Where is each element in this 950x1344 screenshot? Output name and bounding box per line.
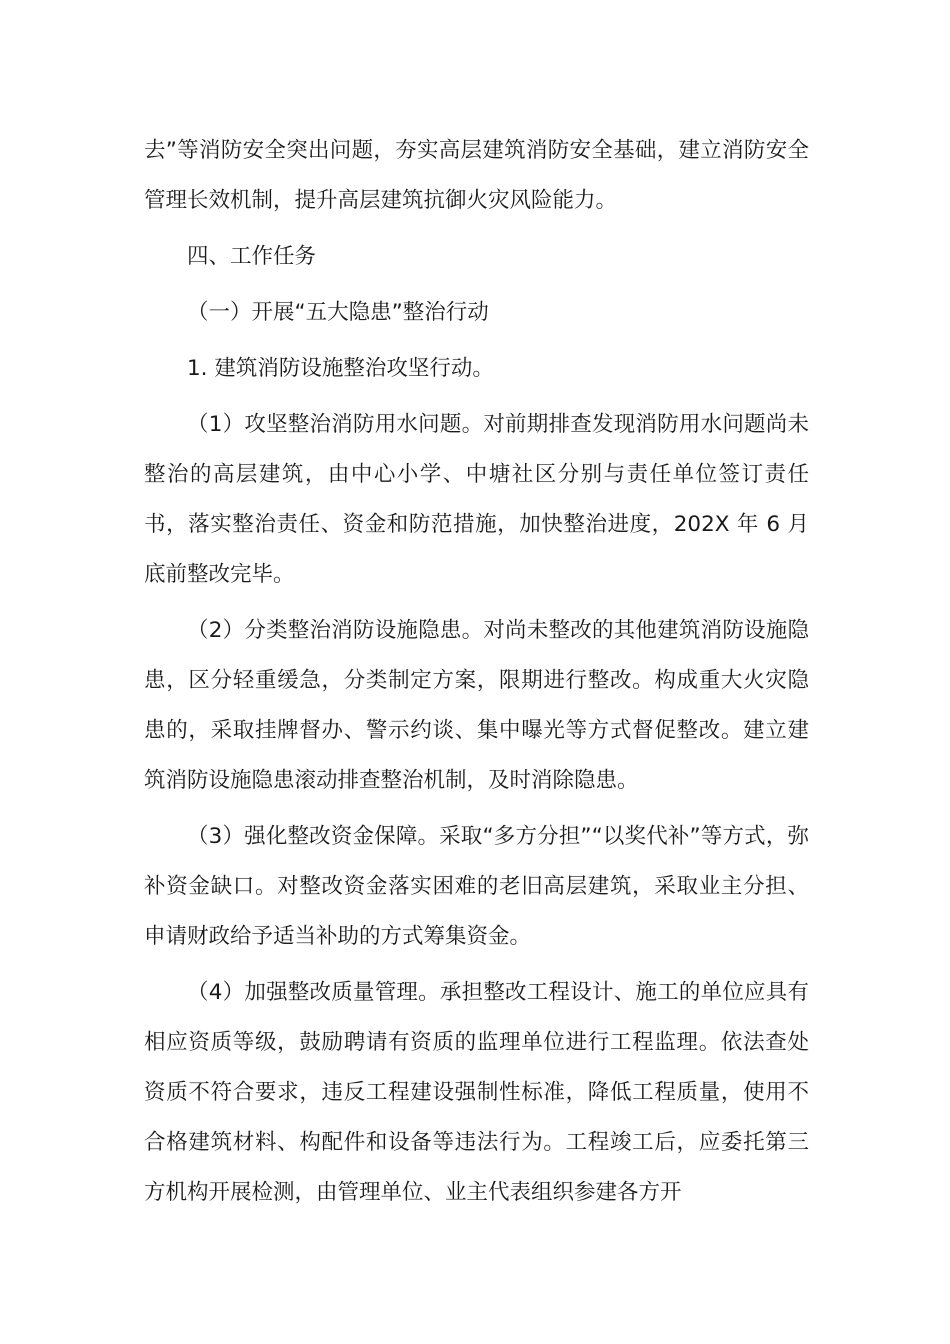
document-body: [144, 126, 809, 1224]
item-heading-fire-facilities: 1. 建筑消防设施整治攻坚行动。: [187, 356, 494, 381]
paragraph-fire-water: （1）攻坚整治消防用水问题。对前期排查发现消防用水问题尚未整治的高层建筑，由中心小学、中塘社区分别与责任单位签订责任书，落实整治责任、资金和防范措施，加快整治进度，202X 年 6 月底前整改完毕。: [144, 412, 809, 587]
paragraph-continued: 去”等消防安全突出问题，夯实高层建筑消防安全基础，建立消防安全管理长效机制，提升高层建筑抗御火灾风险能力。: [144, 138, 809, 213]
paragraph-quality-management: （4）加强整改质量管理。承担整改工程设计、施工的单位应具有相应资质等级，鼓励聘请有资质的监理单位进行工程监理。依法查处资质不符合要求，违反工程建设强制性标准，降低工程质量，使用不合格建筑材料、构配件和设备等违法行为。工程竣工后，应委托第三方机构开展检测，由管理单位、业主代表组织参建各方开: [144, 980, 809, 1205]
section-heading-work-tasks: 四、工作任务: [187, 244, 317, 269]
subsection-heading-five-hazards: （一）开展“五大隐患”整治行动: [187, 300, 489, 325]
paragraph-funding: （3）强化整改资金保障。采取“多方分担”“以奖代补”等方式，弥补资金缺口。对整改资金落实困难的老旧高层建筑，采取业主分担、申请财政给予适当补助的方式筹集资金。: [144, 824, 809, 949]
paragraph-facility-hazards: （2）分类整治消防设施隐患。对尚未整改的其他建筑消防设施隐患，区分轻重缓急，分类制定方案，限期进行整改。构成重大火灾隐患的，采取挂牌督办、警示约谈、集中曝光等方式督促整改。建立建筑消防设施隐患滚动排查整治机制，及时消除隐患。: [144, 618, 809, 793]
